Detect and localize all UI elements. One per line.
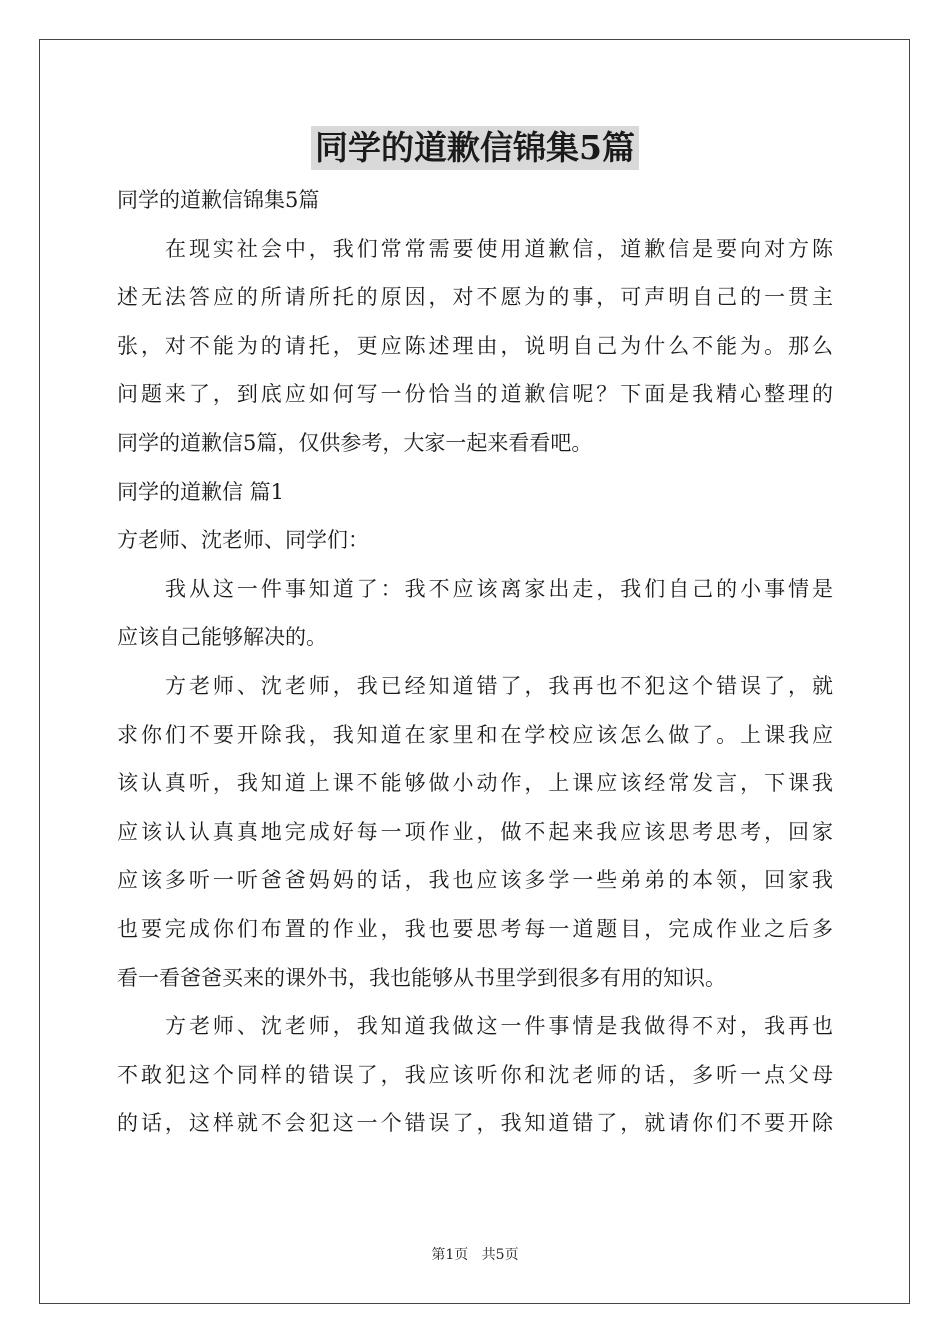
text-line: 应该自己能够解决的。 [117, 625, 327, 650]
text-line: 方老师、沈老师，我已经知道错了，我再也不犯这个错误了，就 [165, 673, 833, 698]
text-line: 看一看爸爸买来的课外书，我也能够从书里学到很多有用的知识。 [117, 965, 726, 990]
text-line: 方老师、沈老师，我知道我做这一件事情是我做得不对，我再也 [165, 1014, 833, 1039]
text-line: 方老师、沈老师、同学们： [117, 528, 369, 553]
text-line: 也要完成你们布置的作业，我也要思考每一道题目，完成作业之后多 [117, 916, 833, 941]
page-total: 共5页 [481, 1247, 519, 1263]
text-line: 我从这一件事知道了：我不应该离家出走，我们自己的小事情是 [165, 576, 833, 601]
text-line: 应该认认真真地完成好每一项作业，做不起来我应该思考思考，回家 [117, 819, 833, 844]
text-line: 不敢犯这个同样的错误了，我应该听你和沈老师的话，多听一点父母 [117, 1062, 833, 1087]
text-line: 的话，这样就不会犯这一个错误了，我知道错了，就请你们不要开除 [117, 1111, 833, 1136]
text-line: 同学的道歉信 篇1 [117, 479, 285, 504]
text-line: 问题来了，到底应如何写一份恰当的道歉信呢？下面是我精心整理的 [117, 382, 833, 407]
text-line: 张，对不能为的请托，更应陈述理由，说明自己为什么不能为。那么 [117, 333, 833, 358]
text-line: 该认真听，我知道上课不能够做小动作，上课应该经常发言，下课我 [117, 771, 833, 796]
page-number: 第1页 [431, 1247, 469, 1263]
document-body [117, 176, 833, 1148]
text-line: 在现实社会中，我们常常需要使用道歉信，道歉信是要向对方陈 [165, 236, 833, 261]
page-footer [0, 1245, 950, 1265]
text-line: 应该多听一听爸爸妈妈的话，我也应该多学一些弟弟的本领，回家我 [117, 868, 833, 893]
text-line: 同学的道歉信锦集5篇 [117, 188, 320, 212]
document-title: 同学的道歉信锦集5篇 [311, 126, 639, 170]
title-container [0, 126, 950, 170]
text-line: 述无法答应的所请所托的原因，对不愿为的事，可声明自己的一贯主 [117, 285, 833, 310]
text-line: 求你们不要开除我，我知道在家里和在学校应该怎么做了。上课我应 [117, 722, 833, 747]
text-line: 同学的道歉信5篇，仅供参考，大家一起来看看吧。 [117, 430, 593, 455]
